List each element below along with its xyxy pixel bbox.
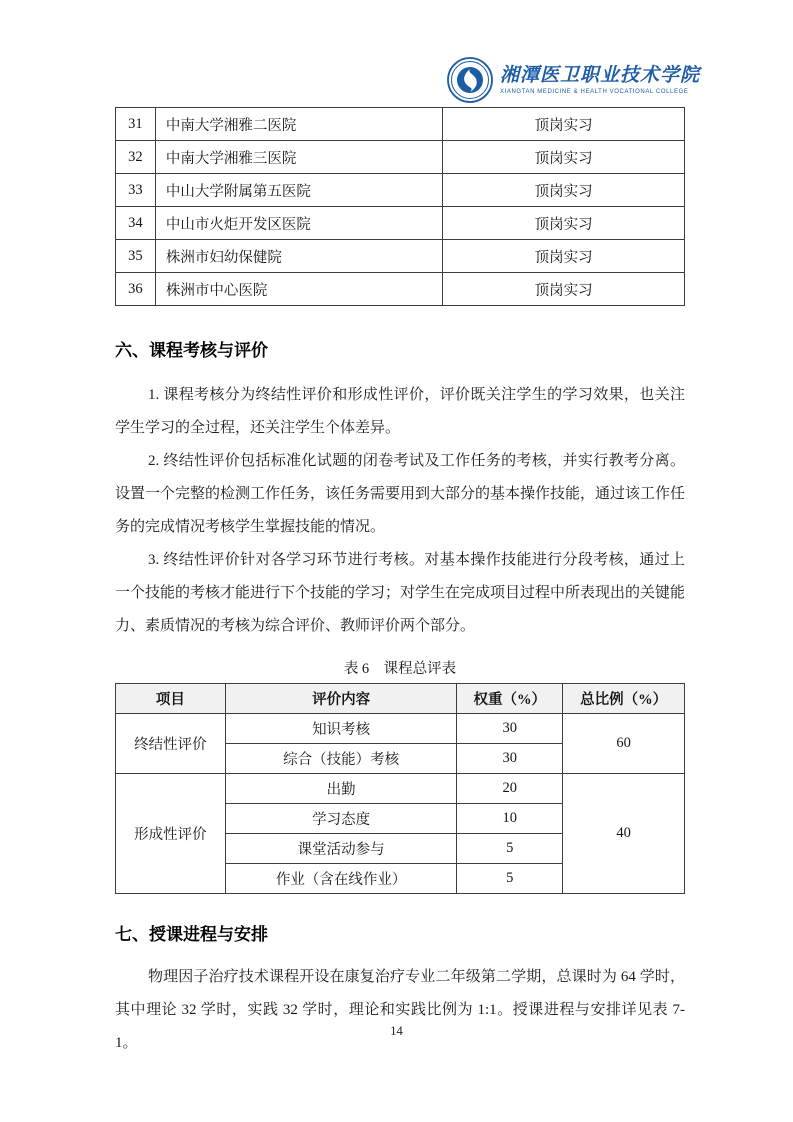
weight-cell: 5 (457, 834, 563, 864)
hospital-name-cell: 株洲市中心医院 (155, 273, 442, 306)
weight-cell: 20 (457, 774, 563, 804)
hospital-name-cell: 中山大学附属第五医院 (155, 174, 442, 207)
hospital-name-cell: 中南大学湘雅三医院 (155, 141, 442, 174)
practice-type-cell: 顶岗实习 (443, 207, 685, 240)
table-row (116, 174, 685, 207)
table-row (116, 141, 685, 174)
header-total-ratio: 总比例（%） (563, 684, 685, 714)
page-number: 14 (390, 1024, 403, 1038)
content-cell: 出勤 (225, 774, 457, 804)
table-row (116, 774, 685, 804)
total-cell: 60 (563, 714, 685, 774)
college-logo-text (500, 65, 700, 95)
hospital-name-cell: 株洲市妇幼保健院 (155, 240, 442, 273)
row-number-cell: 31 (116, 108, 156, 141)
section-6-heading: 六、课程考核与评价 (115, 341, 268, 360)
content-cell: 课堂活动参与 (225, 834, 457, 864)
row-number-cell: 33 (116, 174, 156, 207)
row-number-cell: 32 (116, 141, 156, 174)
college-logo-icon (447, 57, 493, 103)
table-row (116, 714, 685, 744)
course-evaluation-table (115, 683, 685, 894)
weight-cell: 10 (457, 804, 563, 834)
practice-type-cell: 顶岗实习 (443, 240, 685, 273)
practice-type-cell: 顶岗实习 (443, 273, 685, 306)
page-header (115, 57, 700, 103)
practice-type-cell: 顶岗实习 (443, 141, 685, 174)
college-name: 湘潭医卫职业技术学院 (499, 65, 700, 86)
table-row (116, 240, 685, 273)
content-cell: 综合（技能）考核 (225, 744, 457, 774)
content-cell: 作业（含在线作业） (225, 864, 457, 894)
header-weight: 权重（%） (457, 684, 563, 714)
weight-cell: 30 (457, 744, 563, 774)
paragraph: 2. 终结性评价包括标准化试题的闭卷考试及工作任务的考核，并实行教考分离。设置一个完整的检测工作任务，该任务需要用到大部分的基本操作技能，通过该工作任务的完成情况考核学生掌握技能的情况。 (115, 453, 686, 535)
paragraph: 1. 课程考核分为终结性评价和形成性评价，评价既关注学生的学习效果，也关注学生学习的全过程，还关注学生个体差异。 (115, 387, 685, 436)
content-cell: 知识考核 (225, 714, 457, 744)
header-project: 项目 (116, 684, 226, 714)
hospital-name-cell: 中山市火炬开发区医院 (155, 207, 442, 240)
content-cell: 学习态度 (225, 804, 457, 834)
row-number-cell: 36 (116, 273, 156, 306)
table-header-row (116, 684, 685, 714)
paragraph: 3. 终结性评价针对各学习环节进行考核。对基本操作技能进行分段考核，通过上一个技能的考核才能进行下个技能的学习；对学生在完成项目过程中所表现出的关键能力、素质情况的考核为综合评价、教师评价两个部分。 (115, 552, 686, 634)
project-cell: 形成性评价 (116, 774, 226, 894)
header-content: 评价内容 (225, 684, 457, 714)
hospital-internship-table (115, 107, 685, 306)
weight-cell: 5 (457, 864, 563, 894)
table-row (116, 273, 685, 306)
total-cell: 40 (563, 774, 685, 894)
weight-cell: 30 (457, 714, 563, 744)
hospital-name-cell: 中南大学湘雅二医院 (155, 108, 442, 141)
college-name-english: XIANGTAN MEDICINE & HEALTH VOCATIONAL COLLEGE (499, 89, 689, 95)
table-6-caption: 表 6 课程总评表 (343, 661, 457, 677)
project-cell: 终结性评价 (116, 714, 226, 774)
section-7-heading: 七、授课进程与安排 (115, 925, 268, 944)
college-logo (447, 57, 700, 103)
row-number-cell: 35 (116, 240, 156, 273)
row-number-cell: 34 (116, 207, 156, 240)
section-6-body (115, 379, 685, 643)
table-row (116, 108, 685, 141)
section-7-paragraph: 物理因子治疗技术课程开设在康复治疗专业二年级第二学期，总课时为 64 学时，其中理论 32 学时，实践 32 学时，理论和实践比例为 1:1。授课进程与安排详见表 7-1。 (115, 969, 685, 1051)
practice-type-cell: 顶岗实习 (443, 174, 685, 207)
practice-type-cell: 顶岗实习 (443, 108, 685, 141)
table-row (116, 207, 685, 240)
